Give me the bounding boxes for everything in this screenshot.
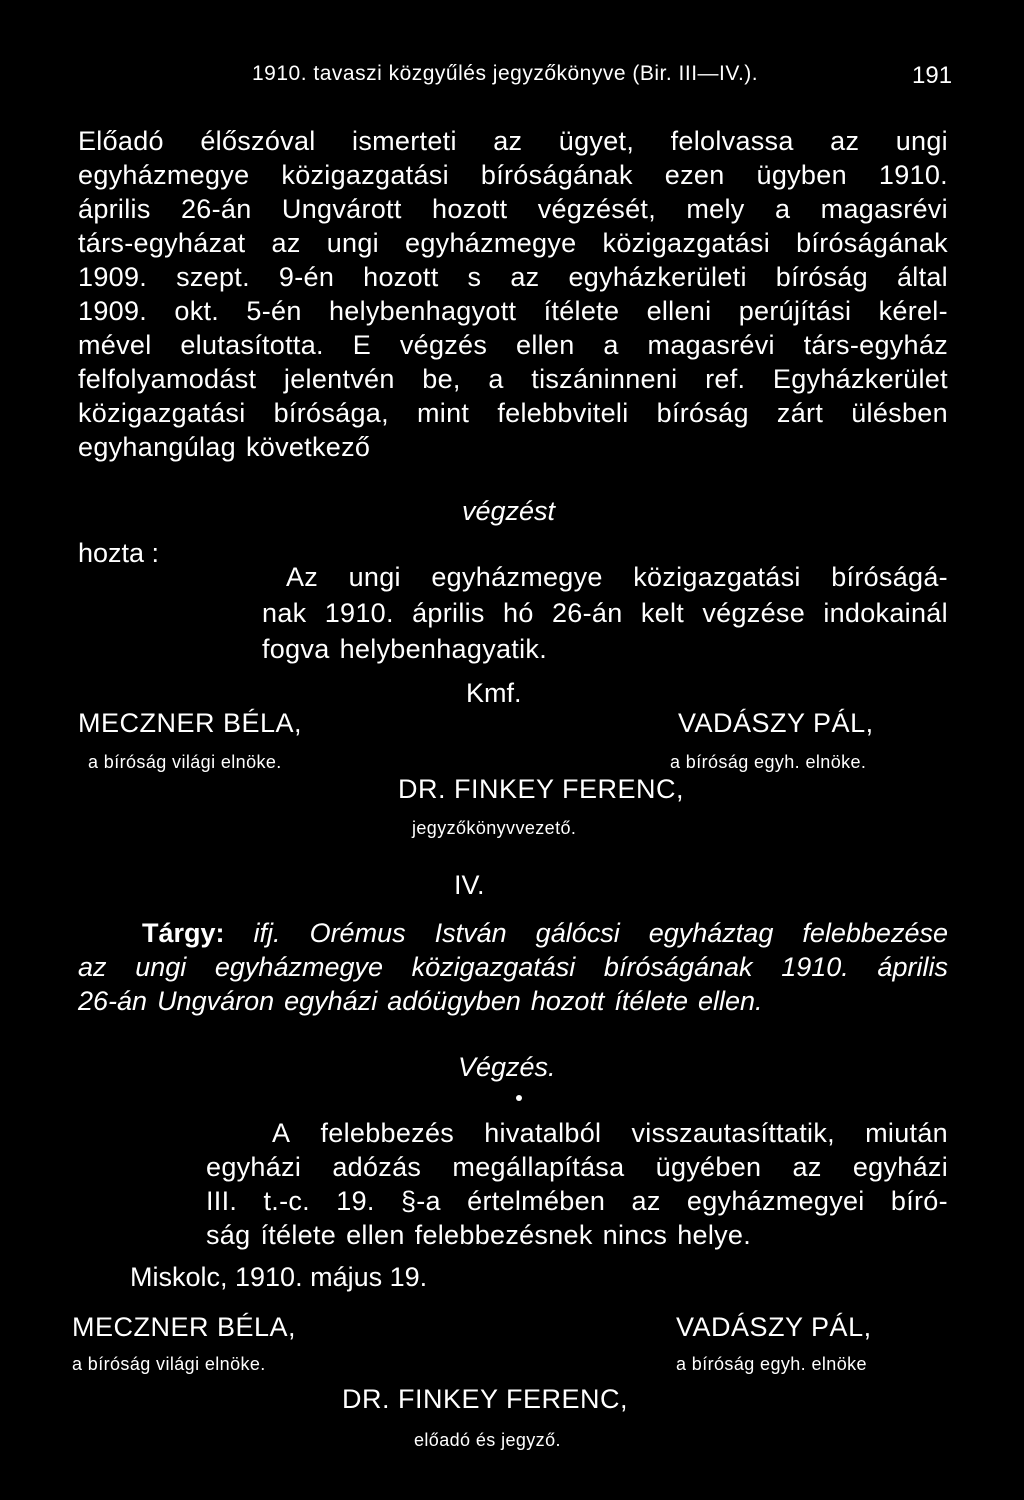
signer-left-title: a bíróság világi elnöke. bbox=[88, 752, 282, 772]
subject-line: Tárgy: ifj. Orémus István gálócsi egyháztag felebbezése bbox=[142, 918, 948, 948]
intro-line: egyhangúlag következő bbox=[78, 432, 371, 462]
place-date: Miskolc, 1910. május 19. bbox=[130, 1262, 428, 1292]
resolution-line: III. t.-c. 19. §-a értelmében az egyházmegyei bíró- bbox=[206, 1186, 948, 1216]
kmf-note: Kmf. bbox=[466, 678, 522, 708]
signer-center-name: DR. FINKEY FERENC, bbox=[398, 774, 685, 804]
intro-line: közigazgatási bírósága, mint felebbviteli bíróság zárt ülésben bbox=[78, 398, 948, 428]
signer2-right-title: a bíróság egyh. elnöke bbox=[676, 1354, 867, 1374]
resolution-line: ság ítélete ellen felebbezésnek nincs helye. bbox=[206, 1220, 752, 1250]
bullet-dot-mark bbox=[516, 1095, 522, 1101]
intro-line: egyházmegye közigazgatási bíróságának ezen ügyben 1910. bbox=[78, 160, 948, 190]
running-header: 1910. tavaszi közgyűlés jegyzőkönyve (Bir. III—IV.). bbox=[252, 62, 759, 85]
decision-line: Az ungi egyházmegye közigazgatási bíróságá- bbox=[286, 562, 948, 592]
intro-line: felfolyamodást jelentvén be, a tiszáninneni ref. Egyházkerület bbox=[78, 364, 948, 394]
intro-line: 1909. szept. 9-én hozott s az egyházkerületi bíróság által bbox=[78, 262, 948, 292]
decision-line: nak 1910. április hó 26-án kelt végzése indokainál bbox=[262, 598, 948, 628]
subject-label: Tárgy: bbox=[142, 918, 225, 948]
intro-line: mével elutasította. E végzés ellen a magasrévi társ-egyház bbox=[78, 330, 948, 360]
subject-line: 26-án Ungváron egyházi adóügyben hozott ítélete ellen. bbox=[78, 986, 763, 1016]
signer2-center-title: előadó és jegyző. bbox=[414, 1430, 561, 1450]
decision-lead: hozta : bbox=[78, 538, 160, 568]
page-number: 191 bbox=[912, 62, 953, 89]
signer-center-title: jegyzőkönyvvezető. bbox=[412, 818, 577, 838]
signer2-left-title: a bíróság világi elnöke. bbox=[72, 1354, 266, 1374]
intro-line: társ-egyházat az ungi egyházmegye közigazgatási bíróságának bbox=[78, 228, 948, 258]
resolution-line: egyházi adózás megállapítása ügyében az egyházi bbox=[206, 1152, 948, 1182]
subject-line: az ungi egyházmegye közigazgatási bíróságának 1910. április bbox=[78, 952, 948, 982]
section-numeral: IV. bbox=[454, 870, 485, 900]
signer-right-name: VADÁSZY PÁL, bbox=[678, 708, 874, 738]
signer2-right-name: VADÁSZY PÁL, bbox=[676, 1312, 872, 1342]
intro-line: 1909. okt. 5-én helybenhagyott ítélete elleni perújítási kérel- bbox=[78, 296, 948, 326]
intro-line: április 26-án Ungvárott hozott végzését, mely a magasrévi bbox=[78, 194, 948, 224]
signer-left-name: MECZNER BÉLA, bbox=[78, 708, 303, 738]
signer2-left-name: MECZNER BÉLA, bbox=[72, 1312, 297, 1342]
decision-line: fogva helybenhagyatik. bbox=[262, 634, 548, 664]
intro-line: Előadó élőszóval ismerteti az ügyet, felolvassa az ungi bbox=[78, 126, 948, 156]
resolution-line: A felebbezés hivatalból visszautasíttatik, miután bbox=[272, 1118, 948, 1148]
decision-heading: végzést bbox=[462, 496, 556, 526]
signer-right-title: a bíróság egyh. elnöke. bbox=[670, 752, 867, 772]
resolution-heading: Végzés. bbox=[458, 1052, 556, 1082]
signer2-center-name: DR. FINKEY FERENC, bbox=[342, 1384, 629, 1414]
